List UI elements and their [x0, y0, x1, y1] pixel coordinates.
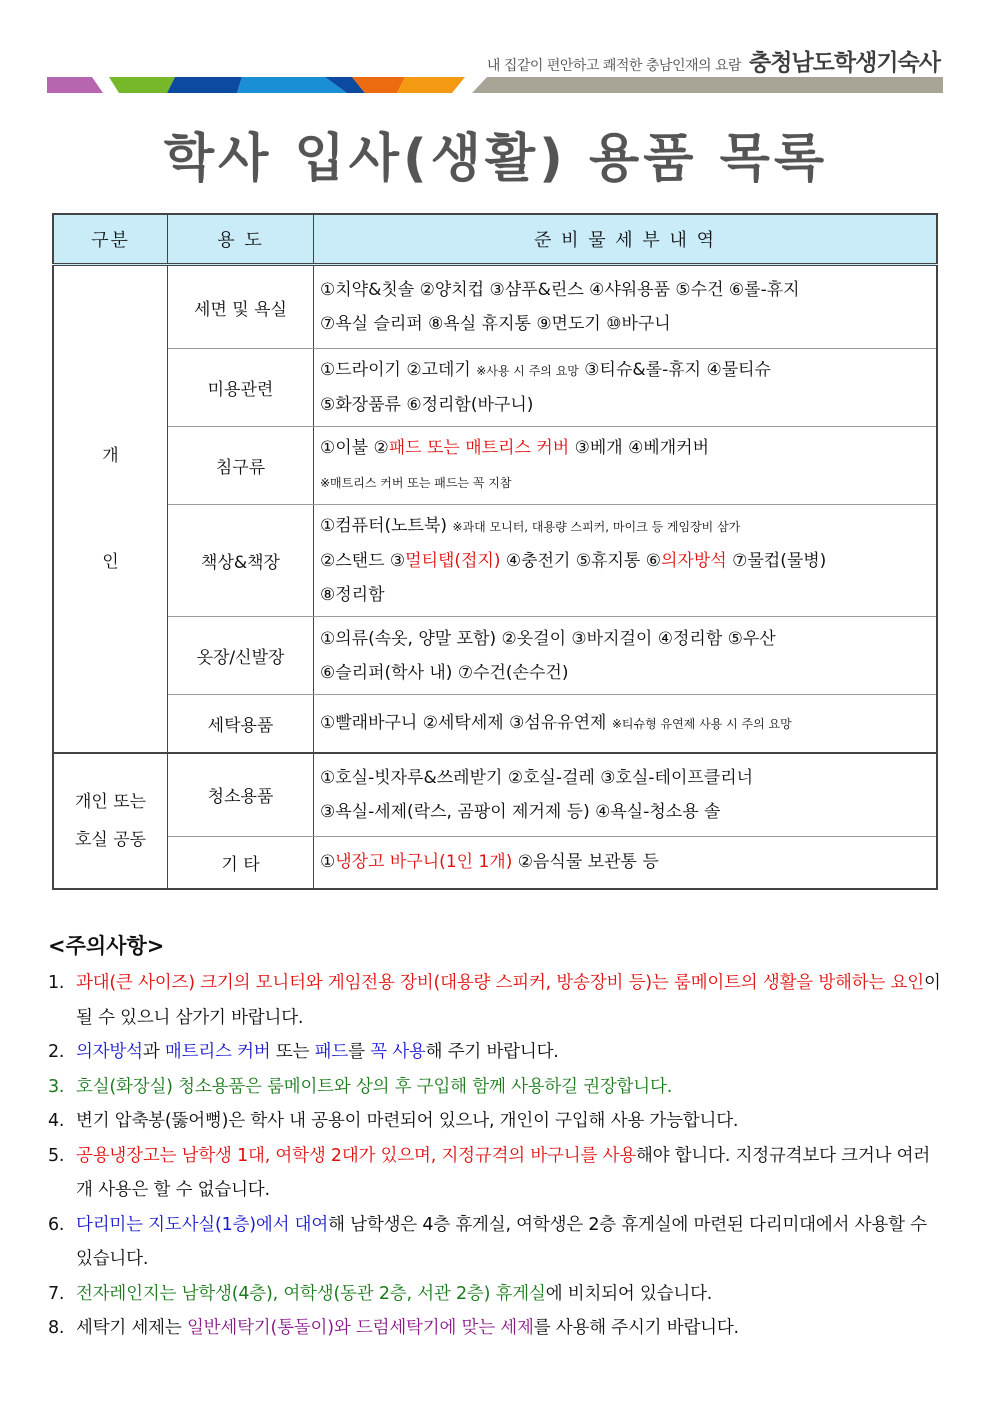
caution-text: 세탁기 세제는: [76, 1318, 187, 1338]
use-cell: 세면 및 욕실: [168, 265, 314, 349]
details-line: [320, 388, 930, 422]
details-line: [320, 578, 930, 612]
caution-text: 를 사용해 주시기 바랍니다.: [533, 1318, 739, 1338]
category-cell: [53, 753, 168, 889]
caution-item: [48, 1277, 948, 1312]
table-row: [53, 695, 937, 753]
item-text: ⑤화장품류 ⑥정리함(바구니): [320, 395, 534, 415]
item-text: ④충전기 ⑤휴지통 ⑥: [500, 551, 661, 571]
caution-number: 6.: [48, 1214, 65, 1235]
item-text: ①호실-빗자루&쓰레받기 ②호실-걸레 ③호실-테이프클리너: [320, 767, 754, 788]
supplies-table: [52, 213, 938, 890]
details-cell: [314, 349, 938, 427]
header-use: 용 도: [168, 214, 314, 265]
caution-item: [48, 1070, 948, 1105]
caution-number: 2.: [48, 1042, 65, 1062]
item-text: ③티슈&롤-휴지 ④물티슈: [578, 360, 771, 380]
details-line: [320, 353, 930, 388]
caution-item: [48, 1035, 948, 1070]
caution-item: [48, 966, 948, 1035]
caution-highlight: 다리미는 지도사실(1층)에서 대여: [76, 1214, 329, 1235]
caution-text: 에 비치되어 있습니다.: [545, 1283, 713, 1304]
caution-text: 해 남학생은 4층 휴게실, 여학생은 2층 휴게실에 마련된 다리미대에서 사용할 수 있습니다.: [76, 1214, 927, 1269]
caution-number: 4.: [48, 1111, 65, 1131]
details-line: [320, 307, 930, 341]
caution-number: 5.: [48, 1145, 65, 1166]
caution-highlight: 호실(화장실) 청소용품은 룸메이트와 상의 후 구입해 함께 사용하길 권장합니다.: [76, 1076, 673, 1097]
stripe-segment: [109, 77, 175, 93]
caution-text: 변기 압축봉(뚫어뻥)은 학사 내 공용이 마련되어 있으나, 개인이 구입해 사용 가능합니다.: [76, 1111, 739, 1131]
header-color-stripe: [47, 77, 943, 93]
cautions-section: [48, 930, 948, 1346]
details-line: [320, 622, 930, 656]
use-cell: 침구류: [168, 427, 314, 505]
highlighted-text: 패드 또는 매트리스 커버: [388, 438, 570, 458]
caution-highlight: 일반세탁기(통돌이)와 드럼세탁기에 맞는 세제: [186, 1318, 534, 1338]
caution-number: 3.: [48, 1076, 65, 1097]
details-line: [320, 706, 930, 741]
highlighted-text: 의자방석: [661, 551, 727, 571]
caution-highlight: 꼭 사용: [370, 1042, 426, 1062]
use-cell: 옷장/신발장: [168, 617, 314, 695]
item-text: ①: [320, 852, 336, 873]
table-body: [53, 265, 937, 889]
item-text: ①컴퓨터(노트북): [320, 516, 453, 536]
stripe-segment: [47, 77, 103, 93]
header-slogan: [487, 44, 940, 77]
details-cell: [314, 427, 938, 505]
details-cell: [314, 505, 938, 617]
header-category: 구분: [53, 214, 168, 265]
note-text: ※티슈형 유연제 사용 시 주의 요망: [611, 716, 792, 731]
caution-text: 또는: [270, 1042, 315, 1062]
caution-number: 8.: [48, 1318, 65, 1338]
caution-text: 이 될 수 있으니 삼가기 바랍니다.: [76, 973, 941, 1028]
caution-text: 해 주기 바랍니다.: [425, 1042, 559, 1062]
use-cell: 세탁용품: [168, 695, 314, 753]
table-row: [53, 617, 937, 695]
cautions-heading: <주의사항>: [48, 934, 165, 958]
item-text: ①치약&칫솔 ②양치컵 ③샴푸&린스 ④샤워용품 ⑤수건 ⑥롤-휴지: [320, 280, 800, 300]
use-cell: 청소용품: [168, 753, 314, 837]
details-line: [320, 544, 930, 578]
slogan-text: 내 집같이 편안하고 쾌적한 충남인재의 요람: [486, 58, 742, 74]
item-text: ⑦욕실 슬리퍼 ⑧욕실 휴지통 ⑨면도기 ⑩바구니: [320, 314, 671, 334]
item-text: ②스탠드 ③: [320, 551, 406, 571]
caution-highlight: 전자레인지는 남학생(4층), 여학생(동관 2층, 서관 2층) 휴게실: [76, 1283, 546, 1304]
organization-name: 충청남도학생기숙사: [749, 50, 940, 76]
details-cell: [314, 753, 938, 837]
caution-highlight: 의자방석: [76, 1042, 143, 1062]
category-label: 개: [102, 445, 119, 466]
details-cell: [314, 695, 938, 753]
category-label: 개인 또는: [74, 791, 147, 812]
caution-text: 과: [142, 1042, 165, 1062]
item-text: ③욕실-세제(락스, 곰팡이 제거제 등) ④욕실-청소용 솔: [320, 801, 721, 822]
item-text: ①빨래바구니 ②세탁세제 ③섬유유연제: [320, 712, 612, 733]
highlighted-text: 냉장고 바구니(1인 1개): [335, 852, 513, 873]
caution-highlight: 과대(큰 사이즈) 크기의 모니터와 게임전용 장비(대용량 스피커, 방송장비 등)는 룸메이트의 생활을 방해하는 요인: [76, 973, 924, 993]
details-cell: [314, 265, 938, 349]
table-row: [53, 349, 937, 427]
caution-item: [48, 1104, 948, 1139]
caution-highlight: 공용냉장고는 남학생 1대, 여학생 2대가 있으며, 지정규격의 바구니를 사용: [76, 1145, 636, 1166]
item-text: ①드라이기 ②고데기: [320, 360, 477, 380]
details-line: [320, 431, 930, 465]
details-cell: [314, 617, 938, 695]
header-details: 준 비 물 세 부 내 역: [314, 214, 938, 265]
highlighted-text: 멀티탭(접지): [405, 551, 501, 571]
caution-item: [48, 1208, 948, 1277]
page-title: 학사 입사(생활) 용품 목록: [163, 129, 829, 189]
item-text: ⑦물컵(물병): [726, 551, 827, 571]
stripe-segment: [397, 77, 465, 93]
note-text: ※사용 시 주의 요망: [476, 364, 579, 378]
use-cell: 기 타: [168, 837, 314, 889]
table-row: [53, 505, 937, 617]
caution-highlight: 패드: [314, 1042, 349, 1062]
details-line: [320, 509, 930, 544]
caution-text: 를: [348, 1042, 371, 1062]
item-text: ②음식물 보관통 등: [512, 852, 659, 873]
category-cell: [53, 265, 168, 753]
stripe-segment: [167, 77, 242, 93]
caution-number: 1.: [48, 973, 65, 993]
details-line: [320, 761, 930, 795]
table-header-row: [53, 214, 937, 265]
note-text: ※과대 모니터, 대용량 스피커, 마이크 등 게임장비 삼가: [452, 520, 741, 534]
details-line: [320, 273, 930, 307]
stripe-segment: [472, 77, 943, 93]
caution-highlight: 매트리스 커버: [164, 1042, 271, 1062]
category-label: 호실 공동: [74, 829, 147, 850]
caution-item: [48, 1311, 948, 1346]
details-line: [320, 465, 930, 500]
item-text: ⑧정리함: [320, 585, 385, 605]
use-cell: 책상&책장: [168, 505, 314, 617]
use-cell: 미용관련: [168, 349, 314, 427]
table-row: [53, 837, 937, 889]
details-line: [320, 795, 930, 829]
item-text: ⑥슬리퍼(학사 내) ⑦수건(손수건): [320, 662, 569, 683]
category-label: 인: [102, 551, 119, 572]
item-text: ①의류(속옷, 양말 포함) ②옷걸이 ③바지걸이 ④정리함 ⑤우산: [320, 628, 776, 649]
note-text: ※매트리스 커버 또는 패드는 꼭 지참: [320, 476, 512, 490]
details-line: [320, 845, 930, 879]
details-line: [320, 656, 930, 690]
item-text: ③베개 ④베개커버: [569, 438, 709, 458]
cautions-list: [48, 966, 948, 1346]
details-cell: [314, 837, 938, 889]
table-row: [53, 753, 937, 837]
caution-text: 해야 합니다. 지정규격보다 크거나 여러 개 사용은 할 수 없습니다.: [76, 1145, 931, 1200]
caution-item: [48, 1139, 948, 1208]
table-row: [53, 427, 937, 505]
item-text: ①이불 ②: [320, 438, 389, 458]
caution-number: 7.: [48, 1283, 65, 1304]
table-row: [53, 265, 937, 349]
